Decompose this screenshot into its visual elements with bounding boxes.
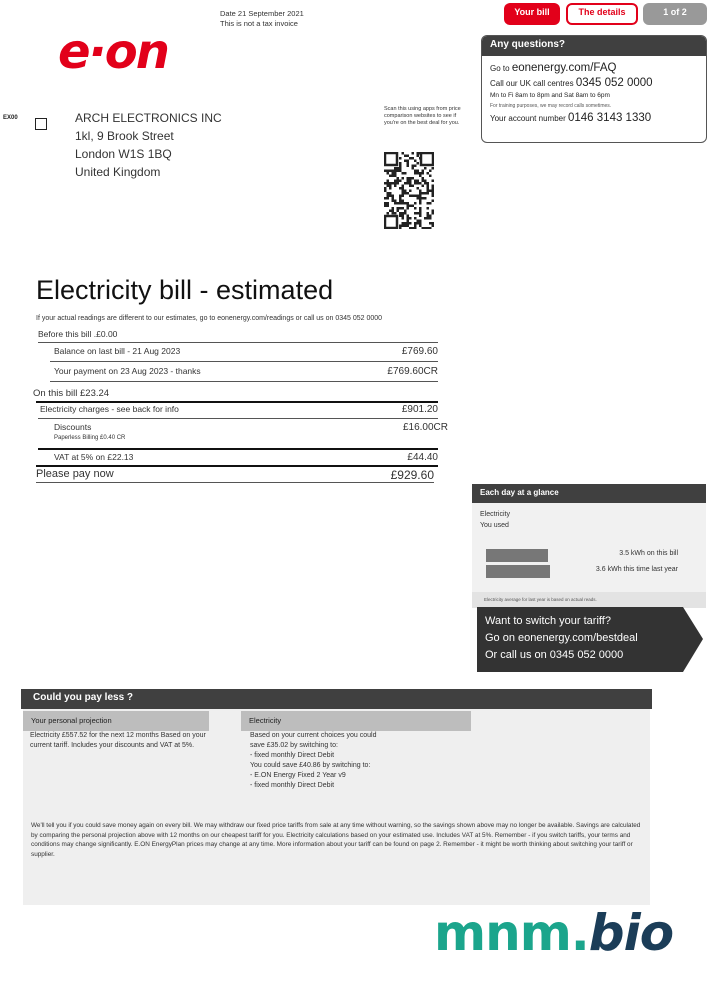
watermark-part1: mnm.: [434, 904, 589, 962]
payment-label: Your payment on 23 Aug 2023 - thanks: [54, 366, 201, 376]
readings-note: If your actual readings are different to our estimates, go to eonenergy.com/readings or call us on 0345 052 0000: [36, 315, 383, 322]
usage-this-bill: 3.5 kWh on this bill: [619, 550, 678, 557]
savings-small-print: We'll tell you if you could save money again on every bill. We may withdraw our fixed price tariffs from sale at any time without warning, so the savings shown above may no longer be available. Savings are calculated by comparing the personal projection above with 12 months on our cheapest tariff for you. Electricity calculations based on your estimated use. Includes VAT at 5%. Remember - if you switch tariffs, your terms and conditions may change significantly. E.ON EnergyPlan prices may change at any time. More information about your tariff can be found on page 2. Remember - it might be worth thinking about switching your tariff or supplier.: [31, 822, 641, 858]
qr-code[interactable]: [384, 152, 434, 229]
eon-logo: e·on: [58, 24, 168, 80]
tab-the-details[interactable]: The details: [566, 3, 638, 25]
account-line: [490, 112, 698, 124]
divider: [38, 448, 438, 450]
before-bill-value: .£0.00: [93, 329, 118, 339]
faq-line: [490, 62, 698, 74]
savings-line: - E.ON Energy Fixed 2 Year v9: [250, 772, 346, 779]
before-bill-label: Before this bill: [38, 329, 92, 339]
usage-last-year: 3.6 kWh this time last year: [595, 566, 678, 573]
questions-title: Any questions?: [482, 36, 706, 56]
account-number: 0146 3143 1330: [568, 112, 652, 124]
faq-label: Go to: [490, 64, 510, 73]
address-line: United Kingdom: [75, 165, 161, 179]
call-line: [490, 77, 698, 89]
training-note: For training purposes, we may record calls sometimes.: [490, 103, 612, 109]
savings-line: You could save £40.86 by switching to:: [250, 762, 371, 769]
bill-title: [36, 275, 333, 306]
tax-invoice-note: This is not a tax invoice: [220, 19, 298, 28]
phone-number[interactable]: 0345 052 0000: [575, 77, 653, 89]
questions-box: [481, 35, 707, 143]
vat-label: VAT at 5% on £22.13: [54, 452, 134, 462]
bill-date: Date 21 September 2021: [220, 9, 304, 18]
scan-instructions: Scan this using apps from price comparison websites to see if you're on the best deal for you.: [384, 106, 461, 126]
opening-hours: Mn to Fi 8am to 8pm and Sat 8am to 6pm: [490, 92, 610, 99]
balance-amount: £769.60: [401, 346, 438, 357]
watermark-part2: bio: [588, 904, 674, 962]
usage-bar-this-bill: [486, 549, 548, 562]
switch-tariff-panel[interactable]: [477, 607, 703, 672]
savings-line: save £35.02 by switching to:: [250, 742, 338, 749]
address-checkbox[interactable]: [35, 118, 47, 130]
pay-less-title: Could you pay less ?: [21, 689, 652, 709]
date-block: [220, 9, 304, 29]
electricity-savings: [250, 731, 480, 791]
checkbox-label: EX00: [3, 115, 18, 121]
switch-url[interactable]: Go on eonenergy.com/bestdeal: [485, 632, 638, 644]
recipient-name: ARCH ELECTRONICS INC: [75, 111, 222, 125]
on-this-bill-label: On this bill: [33, 388, 78, 399]
paperless-billing: Paperless Billing £0.40 CR: [54, 435, 126, 441]
each-day-panel: [472, 484, 706, 608]
bill-title-suffix: - estimated: [199, 275, 334, 305]
pay-less-section: [23, 709, 650, 905]
tab-your-bill[interactable]: Your bill: [504, 3, 560, 25]
usage-bar-last-year: [486, 565, 550, 578]
divider: [36, 401, 438, 403]
bill-title-main: Electricity bill: [36, 275, 193, 305]
vat-amount: £44.40: [407, 452, 438, 463]
charges-label: Electricity charges - see back for info: [40, 404, 179, 414]
faq-link[interactable]: eonenergy.com/FAQ: [511, 62, 617, 74]
before-bill-row: [38, 329, 438, 346]
divider: [36, 482, 434, 483]
on-this-bill-value: £23.24: [80, 388, 110, 399]
mnm-bio-watermark: [434, 904, 673, 962]
tab-electricity: Electricity: [241, 711, 471, 731]
savings-line: - fixed monthly Direct Debit: [250, 782, 335, 789]
pay-now-amount: £929.60: [390, 468, 434, 482]
recipient-address: [75, 109, 222, 181]
savings-line: Based on your current choices you could: [250, 732, 377, 739]
divider: [50, 361, 438, 362]
pay-now-label: Please pay now: [36, 468, 114, 480]
switch-phone[interactable]: Or call us on 0345 052 0000: [485, 649, 624, 661]
projection-text: Electricity £557.52 for the next 12 months Based on your current tariff. Includes your discounts and VAT at 5%.: [30, 732, 206, 749]
divider: [36, 465, 438, 467]
charges-amount: £901.20: [401, 404, 438, 415]
fuel-label: Electricity: [480, 511, 510, 518]
divider: [38, 418, 438, 419]
each-day-title: Each day at a glance: [472, 484, 706, 503]
divider: [50, 381, 438, 382]
payment-amount: £769.60CR: [387, 366, 438, 377]
discounts-label: Discounts: [54, 422, 92, 432]
balance-label: Balance on last bill - 21 Aug 2023: [54, 346, 181, 356]
usage-footnote: Electricity average for last year is based on actual reads.: [472, 592, 706, 608]
divider: [38, 342, 438, 343]
switch-heading: Want to switch your tariff?: [485, 615, 611, 627]
address-line: 1kl, 9 Brook Street: [75, 129, 174, 143]
tab-personal-projection: Your personal projection: [23, 711, 209, 731]
discounts-amount: £16.00CR: [402, 422, 448, 433]
savings-line: - fixed monthly Direct Debit: [250, 752, 335, 759]
page-indicator: 1 of 2: [643, 3, 707, 25]
you-used-label: You used: [480, 522, 509, 529]
call-label: Call our UK call centres: [490, 79, 574, 88]
address-line: London W1S 1BQ: [75, 147, 172, 161]
account-label: Your account number: [490, 114, 566, 123]
